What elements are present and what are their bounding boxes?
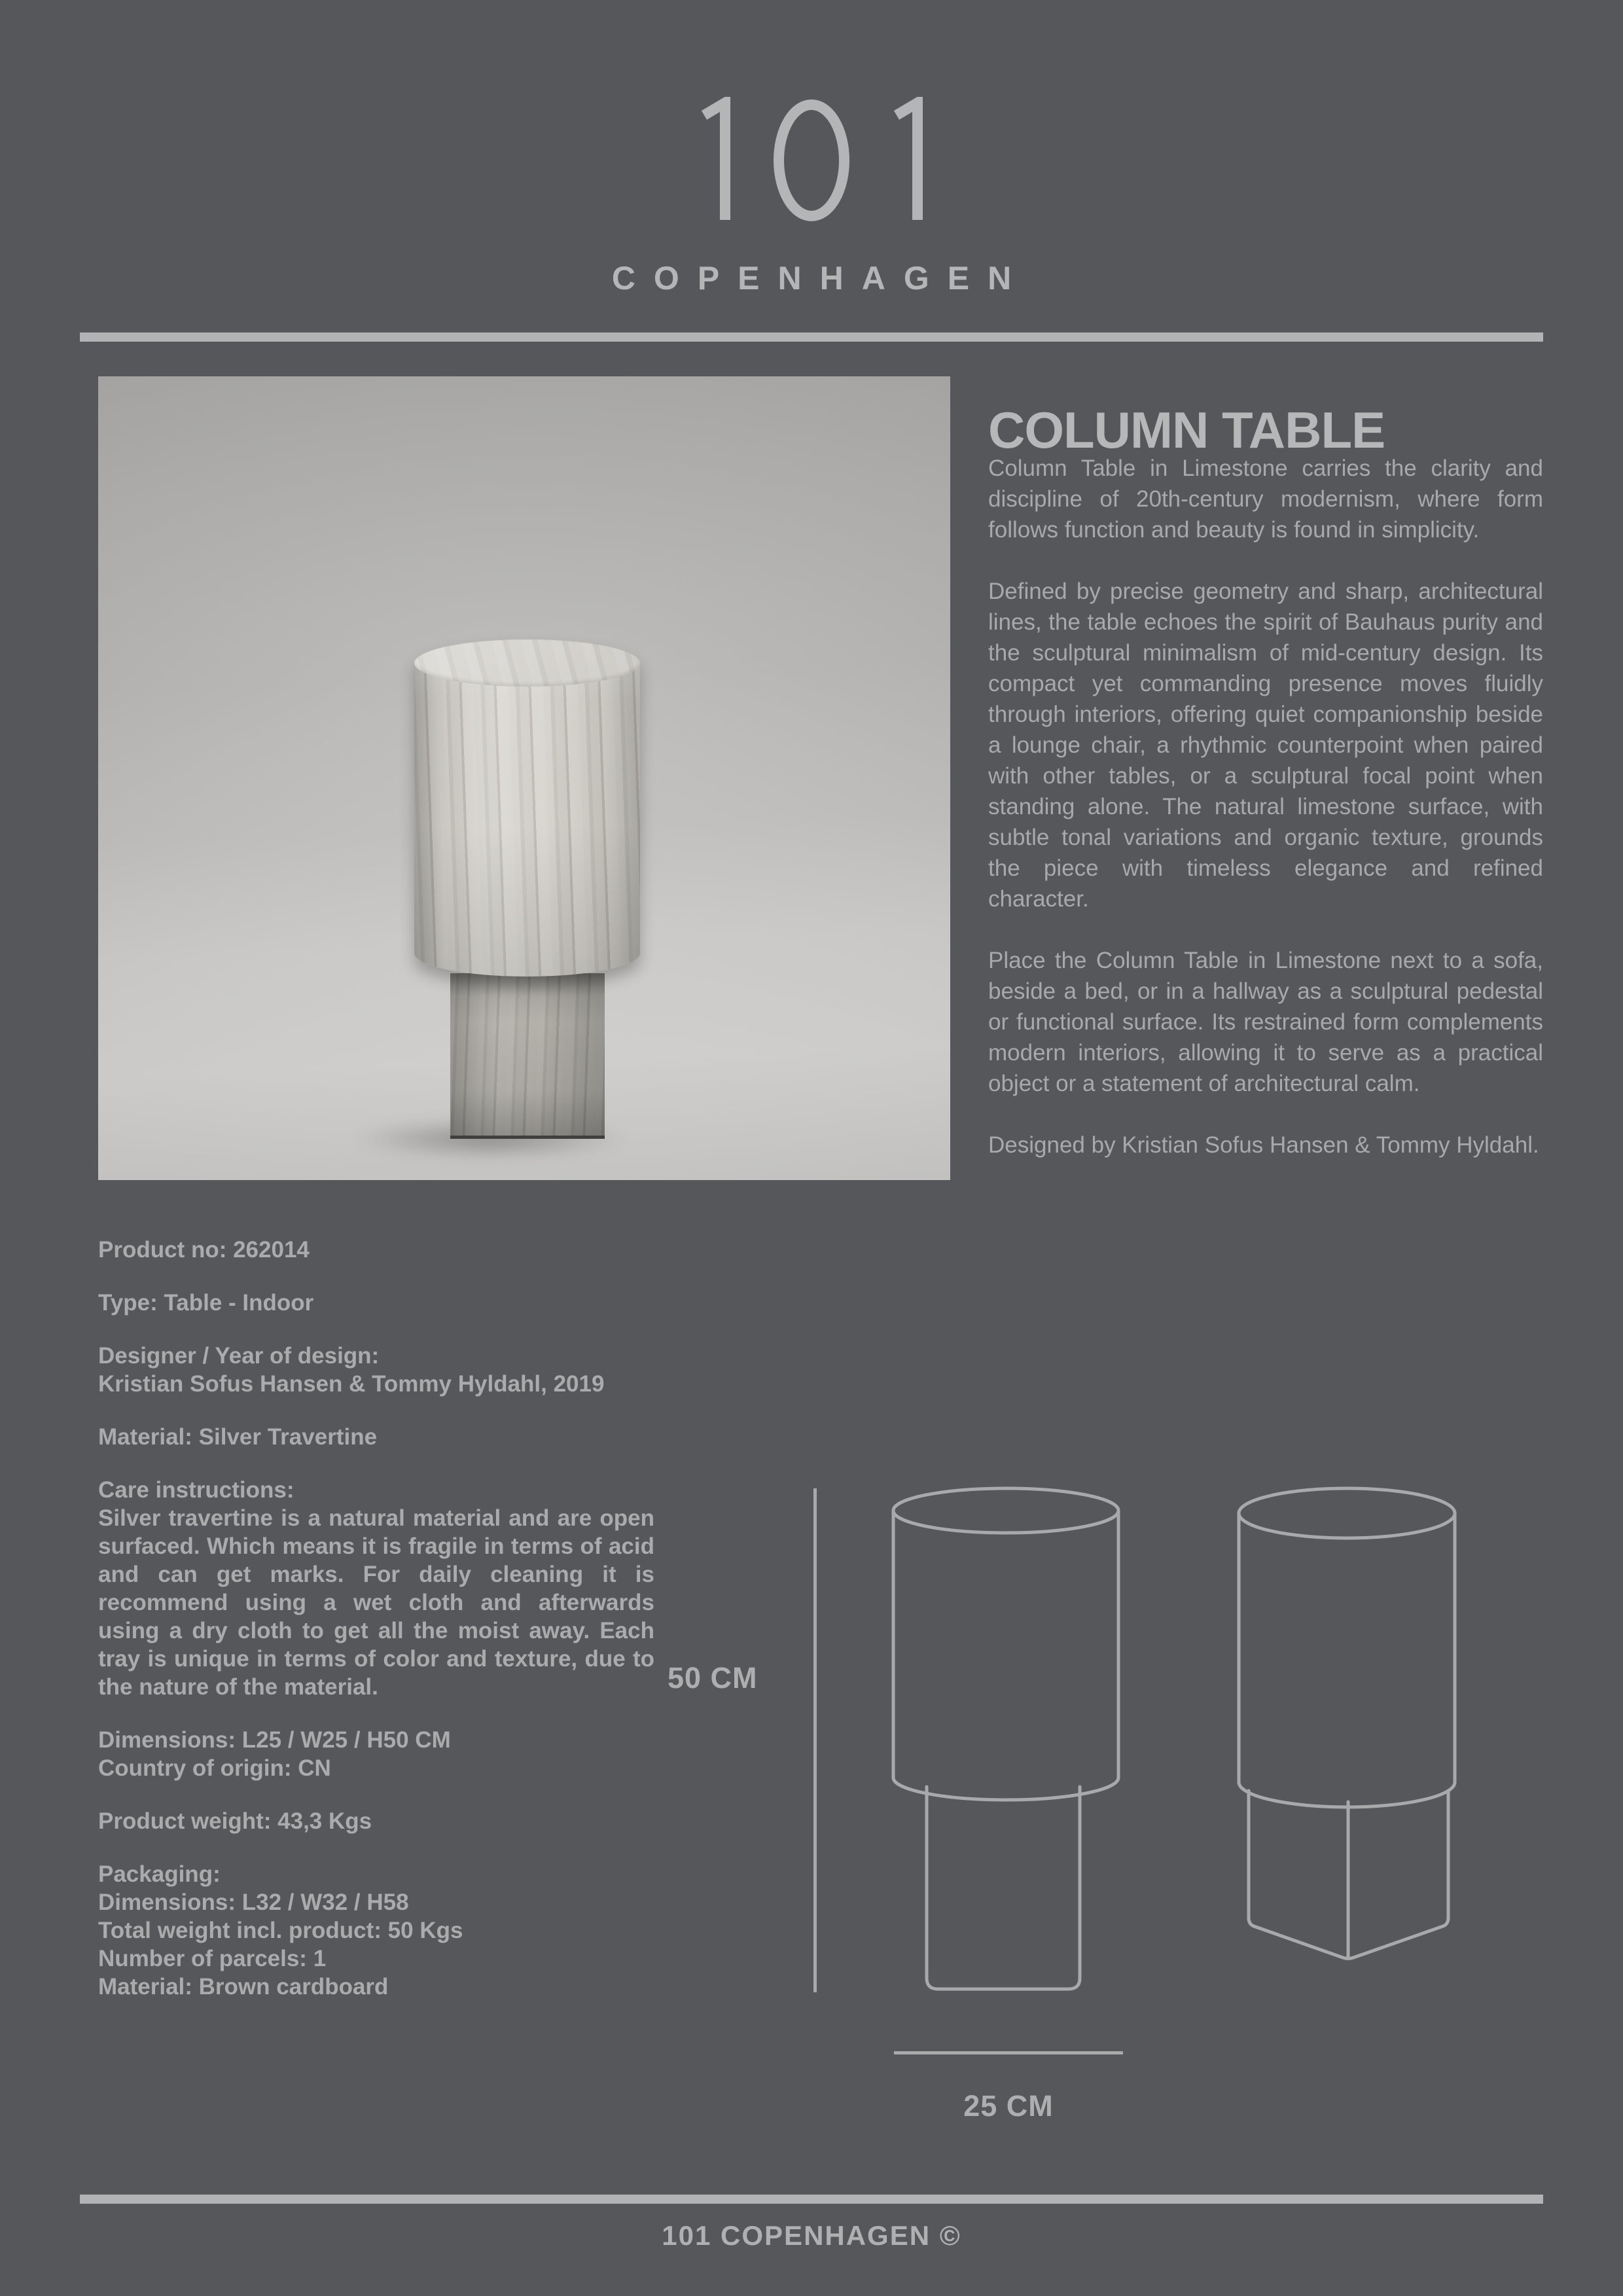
- detail-designer-value: Kristian Sofus Hansen & Tommy Hyldahl, 2019: [98, 1371, 605, 1397]
- width-dimension-line: [894, 2051, 1123, 2054]
- detail-product-no: Product no: 262014: [98, 1237, 310, 1263]
- height-dimension-label: 50 CM: [668, 1661, 758, 1695]
- description-paragraph: Column Table in Limestone carries the clarity and discipline of 20th-century modernism, where form follows function and beauty is found in simplicity.: [988, 456, 1543, 543]
- product-photo: [98, 376, 950, 1180]
- perspective-view-drawing: [1234, 1483, 1460, 1967]
- logo-101-icon: [700, 97, 923, 224]
- product-description: [988, 453, 1543, 1191]
- product-details: [98, 1236, 654, 2026]
- detail-packaging-material: Material: Brown cardboard: [98, 1974, 389, 2000]
- top-divider: [80, 332, 1543, 342]
- logo-wordmark: COPENHAGEN: [611, 260, 1030, 296]
- detail-designer-label: Designer / Year of design:: [98, 1343, 380, 1369]
- detail-weight: Product weight: 43,3 Kgs: [98, 1808, 372, 1834]
- description-paragraph: Place the Column Table in Limestone next to a sofa, beside a bed, or in a hallway as a sculptural pedestal or functional surface. Its restrained form complements modern interiors, allowing it to serve as a practical object or a statement of architectural calm.: [988, 948, 1543, 1096]
- footer-copyright: 101 COPENHAGEN ©: [662, 2220, 961, 2251]
- detail-packaging-total-weight: Total weight incl. product: 50 Kgs: [98, 1918, 463, 1943]
- detail-care-label: Care instructions:: [98, 1477, 294, 1503]
- product-title: COLUMN TABLE: [988, 401, 1385, 459]
- detail-origin: Country of origin: CN: [98, 1755, 331, 1781]
- width-dimension-label: 25 CM: [963, 2089, 1054, 2123]
- front-view-drawing: [888, 1483, 1124, 1994]
- detail-care-text: Silver travertine is a natural material and are open surfaced. Which means it is fragile in terms of acid and can get marks. For daily cleaning it is recommend using a wet cloth and afterwards using a dry cloth to get all the moist away. Each tray is unique in terms of color and texture, due to the nature of the material.: [98, 1505, 654, 1700]
- photo-stone-top-face: [414, 639, 640, 687]
- detail-material: Material: Silver Travertine: [98, 1424, 378, 1450]
- photo-stone-cylinder: [414, 639, 640, 977]
- detail-packaging-dimensions: Dimensions: L32 / W32 / H58: [98, 1890, 409, 1915]
- photo-stone-base: [450, 973, 605, 1139]
- description-paragraph: Defined by precise geometry and sharp, architectural lines, the table echoes the spirit of Bauhaus purity and the sculptural minimalism of mid-century design. Its compact yet commanding presence moves fluidly through interiors, offering quiet companionship beside a lounge chair, a rhythmic counterpoint when paired with other tables, or a sculptural focal point when standing alone. The natural limestone surface, with subtle tonal variations and organic texture, grounds the piece with timeless elegance and refined character.: [988, 579, 1543, 912]
- bottom-divider: [80, 2195, 1543, 2204]
- detail-packaging-parcels: Number of parcels: 1: [98, 1946, 327, 1971]
- height-dimension-line: [813, 1488, 817, 1992]
- designer-credit: Designed by Kristian Sofus Hansen & Tommy Hyldahl.: [988, 1132, 1539, 1158]
- detail-packaging-label: Packaging:: [98, 1861, 221, 1887]
- detail-type: Type: Table - Indoor: [98, 1290, 314, 1316]
- detail-dimensions: Dimensions: L25 / W25 / H50 CM: [98, 1727, 451, 1753]
